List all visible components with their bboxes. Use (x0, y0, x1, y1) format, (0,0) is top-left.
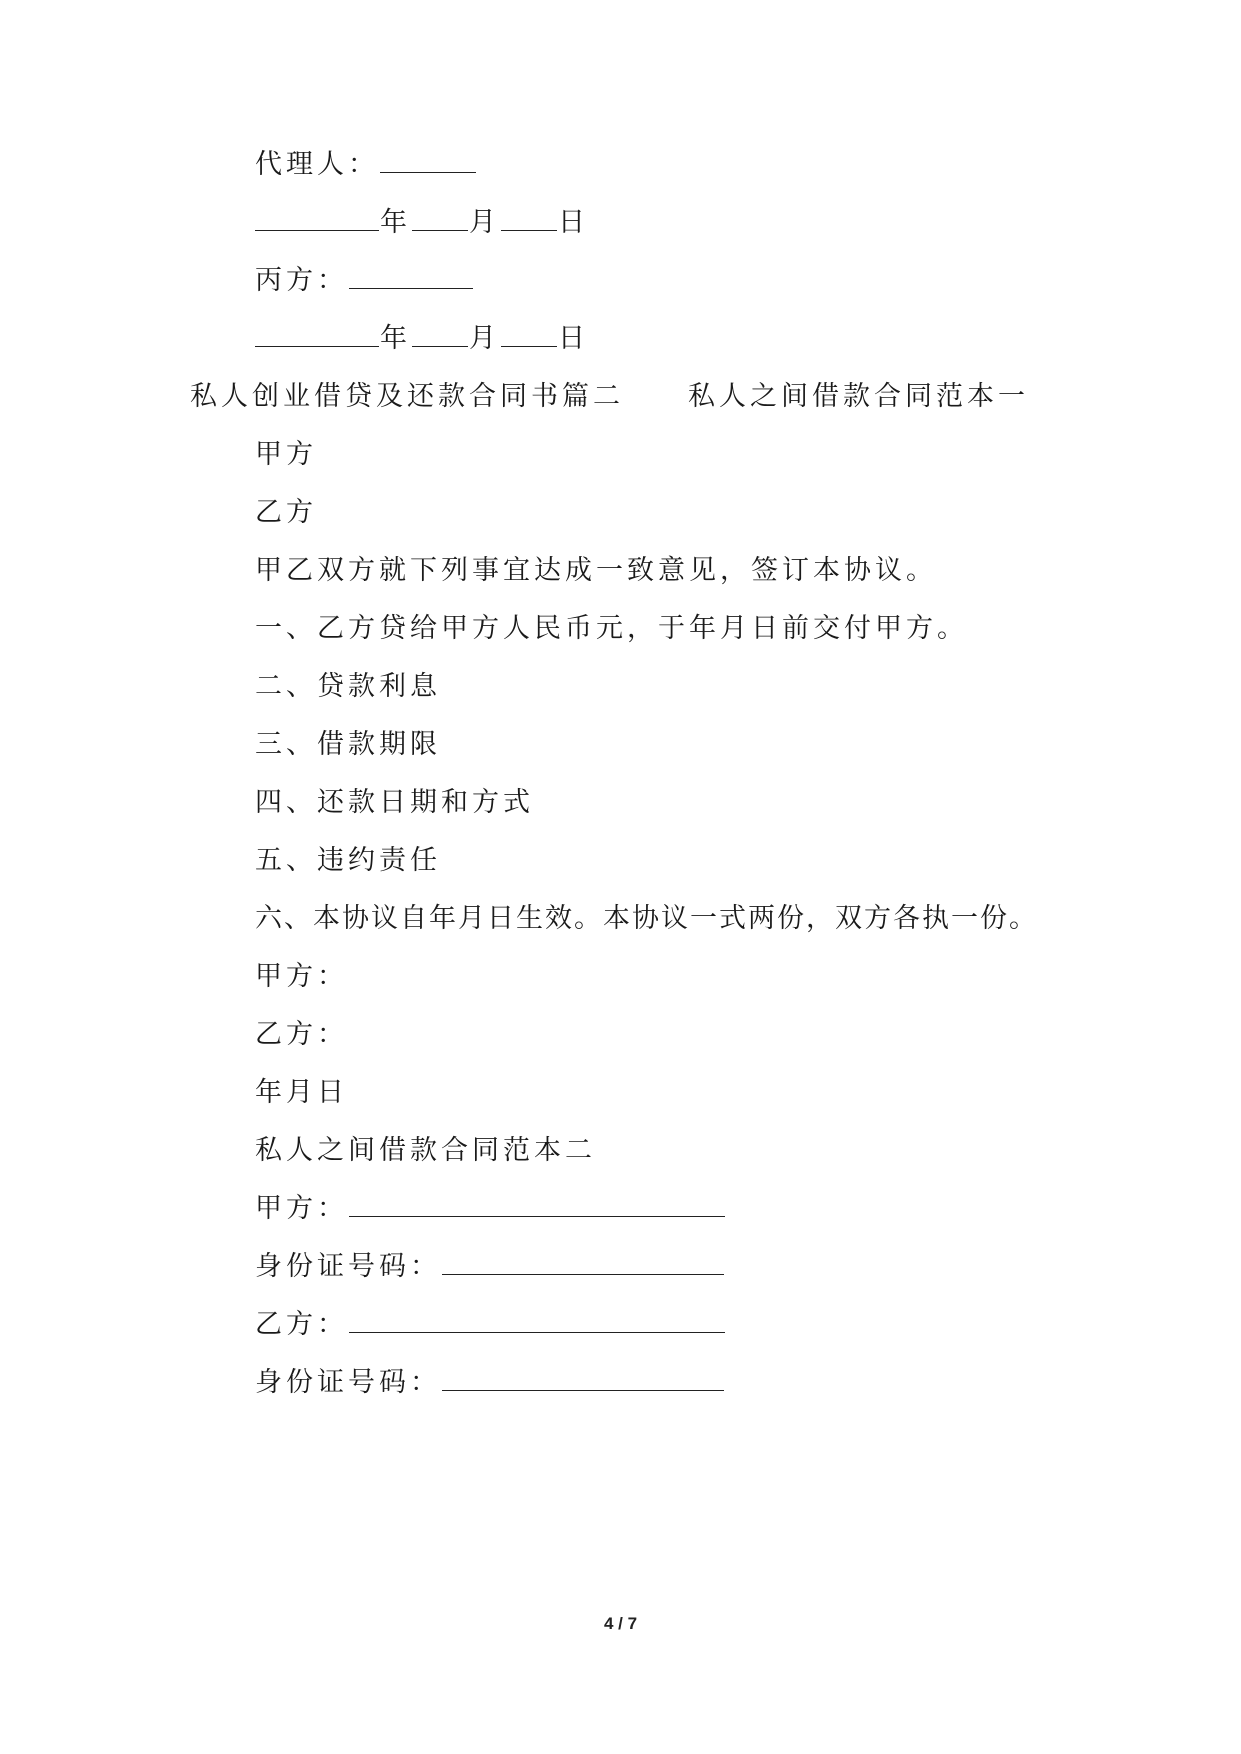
party-c-line (255, 264, 474, 298)
year-blank (255, 206, 379, 231)
month-blank (412, 206, 468, 231)
agreement-intro: 甲乙双方就下列事宜达成一致意见，签订本协议。 (255, 555, 937, 586)
field-party-a-id-label: 身份证号码： (255, 1251, 441, 1282)
page-number: 4 / 7 (603, 1614, 638, 1633)
party-a-heading: 甲方 (255, 439, 317, 470)
month-label: 月 (469, 207, 500, 238)
field-party-b-id (255, 1366, 725, 1400)
field-party-a (255, 1192, 726, 1226)
field-party-b-id-label: 身份证号码： (255, 1367, 441, 1398)
month-label: 月 (469, 323, 500, 354)
sign-party-a: 甲方： (255, 961, 348, 992)
agent-label: 代理人： (255, 149, 379, 180)
party-c-label: 丙方： (255, 265, 348, 296)
sample-two-title: 私人之间借款合同范本二 (255, 1135, 596, 1166)
field-party-b-blank (349, 1308, 725, 1333)
clause-3: 三、借款期限 (255, 729, 441, 760)
field-party-b-label: 乙方： (255, 1309, 348, 1340)
field-party-b-id-blank (442, 1366, 724, 1391)
clause-1: 一、乙方贷给甲方人民币元，于年月日前交付甲方。 (255, 613, 968, 644)
month-blank (412, 322, 468, 347)
sign-date: 年月日 (255, 1077, 348, 1108)
clause-5: 五、违约责任 (255, 845, 441, 876)
year-label: 年 (380, 207, 411, 238)
field-party-a-id (255, 1250, 725, 1284)
field-party-a-blank (349, 1192, 725, 1217)
day-label: 日 (558, 207, 589, 238)
date-line-2 (255, 322, 589, 356)
year-label: 年 (380, 323, 411, 354)
section-title-line (190, 380, 1029, 414)
party-b-heading: 乙方 (255, 497, 317, 528)
date-line-1 (255, 206, 589, 240)
sign-party-b: 乙方： (255, 1019, 348, 1050)
clause-4: 四、还款日期和方式 (255, 787, 534, 818)
field-party-a-label: 甲方： (255, 1193, 348, 1224)
clause-6: 六、本协议自年月日生效。本协议一式两份，双方各执一份。 (255, 903, 1038, 934)
field-party-a-id-blank (442, 1250, 724, 1275)
party-c-blank (349, 264, 473, 289)
title-part-two: 私人创业借贷及还款合同书篇二 (190, 381, 624, 412)
agent-blank (380, 148, 476, 173)
title-sample-one: 私人之间借款合同范本一 (688, 381, 1029, 412)
clause-2: 二、贷款利息 (255, 671, 441, 702)
day-label: 日 (558, 323, 589, 354)
year-blank (255, 322, 379, 347)
agent-line (255, 148, 477, 182)
field-party-b (255, 1308, 726, 1342)
day-blank (501, 322, 557, 347)
day-blank (501, 206, 557, 231)
